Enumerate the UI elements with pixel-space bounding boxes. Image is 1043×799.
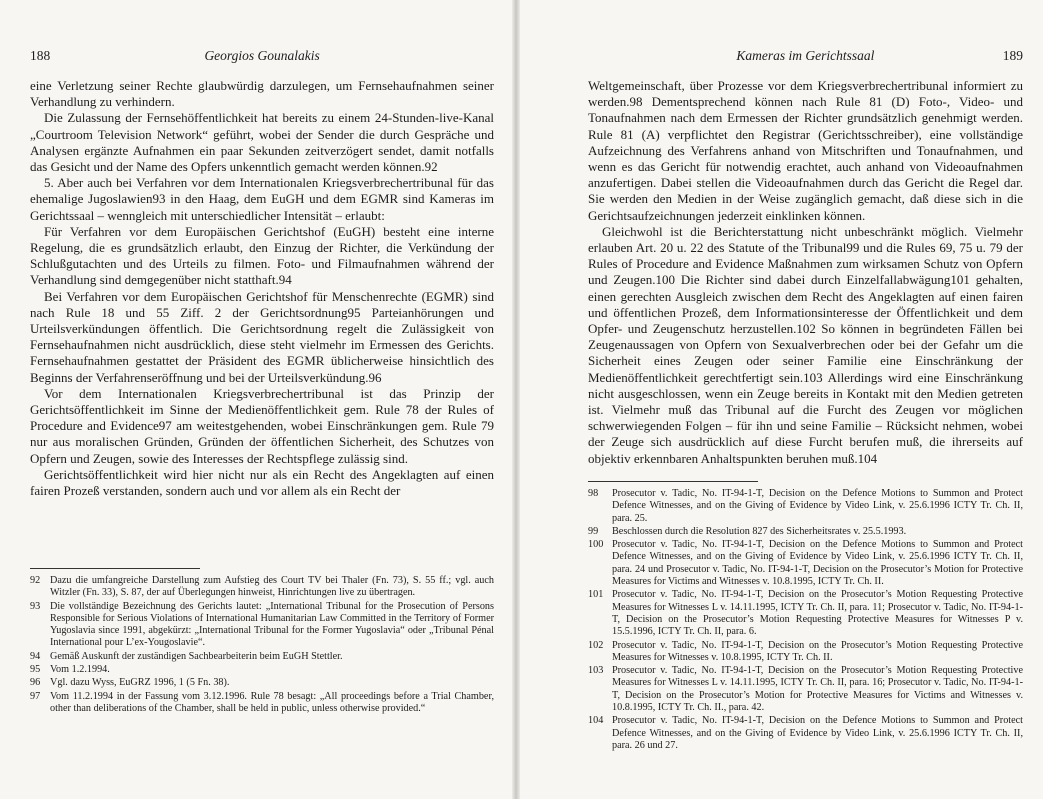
paragraph: 5. Aber auch bei Verfahren vor dem Internationalen Kriegsverbrechertribunal für das ehemalige Jugoslawien93 in den Haag, dem EuGH und dem EGMR sind Kameras im Gerichtssaal – wenngleich mit unterschiedlicher Intensität – erlaubt: — [30, 175, 494, 223]
paragraph: eine Verletzung seiner Rechte glaubwürdig darzulegen, um Fernsehaufnahmen seiner Verhandlung zu verhindern. — [30, 78, 494, 110]
footnote — [30, 575, 494, 600]
paragraph: Gerichtsöffentlichkeit wird hier nicht nur als ein Recht des Angeklagten auf einen fairen Prozeß verstanden, sondern auch und vor allem als ein Recht der — [30, 466, 494, 499]
footnote-text: Gemäß Auskunft der zuständigen Sachbearbeiterin beim EuGH Stettler. — [50, 650, 343, 662]
footnote-text: Beschlossen durch die Resolution 827 des Sicherheitsrates v. 25.5.1993. — [612, 525, 907, 537]
footnote-number: 102 — [588, 639, 604, 651]
paragraph: Für Verfahren vor dem Europäischen Gerichtshof (EuGH) besteht eine interne Regelung, die es grundsätzlich erlaubt, den Einzug der Richter, die Verkündung der Schlußgutachten und des Urteils zu filmen. Foto- und Filmaufnahmen während der Verhandlung sind demgegenüber nicht statthaft.94 — [30, 223, 494, 288]
left-page — [0, 0, 512, 799]
footnote — [588, 640, 1023, 665]
footnote-text: Prosecutor v. Tadic, No. IT-94-1-T, Decision on the Defence Motions to Summon and Protect Defence Witnesses, and on the Giving of Evidence by Video Link, v. 25.6.1996 ICTY Tr. Ch. II, para. 24 und Prosecutor v. Tadic, No. IT-94-1-T, Decision on the Prosecutor’s Motion for Protective Measures for Victims and Witnesses v. 10.8.1995, ICTY Tr. Ch. II. — [612, 539, 1023, 588]
footnote — [30, 601, 494, 650]
paragraph: Die Zulassung der Fernsehöffentlichkeit hat bereits zu einem 24-Stunden-live-Kanal „Courtroom Television Network“ geführt, wobei der Sender die durch Gespräche und Analysen ergänzte Aufnahmen ein paar Sekunden zeitverzögert sendet, damit notfalls das Gesicht und der Name des Opfers unkenntlich gemacht werden können.92 — [30, 110, 494, 175]
footnote — [588, 665, 1023, 714]
footnote-text: Vom 1.2.1994. — [50, 664, 110, 676]
right-footnotes — [588, 481, 1023, 753]
left-body-text — [30, 78, 494, 499]
footnote-text: Prosecutor v. Tadic, No. IT-94-1-T, Decision on the Prosecutor’s Motion Requesting Protective Measures for Witnesses L v. 14.11.1995, ICTY Tr. Ch. II, para. 11; Prosecutor v. Tadic, No. IT-94-1-T, Decision on the Prosecutor’s Motion Requesting Protective Measures for Witnesses P v. 15.5.1996, ICTY Tr. Ch. II, para. 6. — [612, 589, 1023, 638]
book-gutter — [512, 0, 520, 799]
footnote-text: Prosecutor v. Tadic, No. IT-94-1-T, Decision on the Prosecutor’s Motion Requesting Protective Measures for Witnesses v. 10.8.1995, ICTY Tr. Ch. II. — [612, 639, 1023, 663]
footnote — [588, 589, 1023, 638]
footnote-number: 104 — [588, 715, 604, 727]
left-footnotes — [30, 568, 494, 716]
footnote-number: 94 — [30, 650, 41, 662]
footnote-number: 92 — [30, 575, 41, 586]
footnote-number: 101 — [588, 589, 604, 601]
footnote-number: 100 — [588, 539, 604, 551]
paragraph: Gleichwohl ist die Berichterstattung nicht unbeschränkt möglich. Vielmehr erlauben Art. 20 u. 22 des Statute of the Tribunal99 und die Rules 69, 75 u. 79 der Rules of Procedure and Evidence Maßnahmen zum wirksamen Schutz von Opfern und Zeugen.100 Die Richter sind dabei durch Einzelfallabwägung101 gehalten, einen gerechten Ausgleich zwischen dem Recht des Angeklagten auf einen fairen und öffentlichen Prozeß, dem Informationsinteresse der Öffentlichkeit und dem Opfer- und Zeugenschutz herzustellen.102 So können in begründeten Fällen bei Zeugenaussagen von Opfern von Sexualverbrechen oder bei der Gefahr um die Sicherheit eines Zeugen oder seiner Familie eine Einschränkung der Medienöffentlichkeit gerechtfertigt sein.103 Allerdings wird eine Einschränkung nicht ausgeschlossen, wenn ein Zeuge bereits in Kontakt mit den Medien getreten ist. Vielmehr muß das Tribunal auf die Furcht des Zeugen vor möglichen schwerwiegenden Folgen – für ihn und seine Familie – Rücksicht nehmen, wobei der Zeuge sich ausdrücklich auf diese Furcht berufen muß, die ihrerseits auf objektiv erkennbaren Anhaltspunkten beruhen muß.104 — [588, 223, 1023, 466]
footnote-rule — [588, 481, 758, 482]
footnote-text: Die vollständige Bezeichnung des Gerichts lautet: „International Tribunal for the Prosecution of Persons Responsible for Serious Violations of International Humanitarian Law Committed in the Territory of Former Yugoslavia since 1991, abgekürzt: „International Tribunal for the Former Yugoslavia“ oder „Tribunal Pénal International pour L’ex-Yougoslavie“. — [50, 600, 494, 649]
running-head-left — [30, 48, 494, 64]
page-number-left: 188 — [30, 48, 51, 63]
footnote — [30, 664, 494, 676]
footnote-text: Prosecutor v. Tadic, No. IT-94-1-T, Decision on the Defence Motions to Summon and Protect Defence Witnesses, and on the Giving of Evidence by Video Link, v. 25.6.1996 ICTY Tr. Ch. II, para. 26 und 27. — [612, 715, 1023, 751]
footnote-number: 103 — [588, 665, 604, 677]
footnote-rule — [30, 568, 200, 569]
footnote-text: Vgl. dazu Wyss, EuGRZ 1996, 1 (5 Fn. 38). — [50, 677, 230, 689]
footnote — [588, 526, 1023, 538]
footnote-number: 98 — [588, 488, 599, 499]
footnote-number: 96 — [30, 677, 41, 689]
running-head-title: Kameras im Gerichtssaal — [736, 48, 875, 63]
footnote — [588, 539, 1023, 588]
running-head-author: Georgios Gounalakis — [204, 48, 320, 63]
footnote — [588, 488, 1023, 525]
footnote — [30, 691, 494, 716]
footnote-text: Prosecutor v. Tadic, No. IT-94-1-T, Decision on the Prosecutor’s Motion Requesting Protective Measures for Witnesses L v. 14.11.1995, ICTY Tr. Ch. II, para. 16; Prosecutor v. Tadic, No. IT-94-1-T, Decision on the Prosecutor’s Motion for Protective Measures for Victims and Witnesses v. 10.8.1995, ICTY Tr. Ch. II., para. 42. — [612, 665, 1023, 714]
footnote-text: Vom 11.2.1994 in der Fassung vom 3.12.1996. Rule 78 besagt: „All proceedings before a Trial Chamber, other than deliberations of the Chamber, shall be held in public, unless otherwise provided.“ — [50, 690, 494, 714]
page-number-right: 189 — [1002, 48, 1023, 63]
paragraph: Weltgemeinschaft, über Prozesse vor dem Kriegsverbrechertribunal informiert zu werden.98 Dementsprechend können nach Rule 81 (D) Foto-, Video- und Tonaufnahmen nach dem Ermessen der Richter grundsätzlich genehmigt werden. Rule 81 (A) verpflichtet den Registrar (Gerichtsschreiber), eine vollständige Aufzeichnung des Verfahrens anhand von Mitschriften und Tonaufnahmen, und wenn es das Gericht für notwendig erachtet, auch anhand von Videoaufnahmen anzufertigen. Dabei stellen die Videoaufnahmen durch das Gericht die Regel dar. Sie werden den Medien in der Weise zugänglich gemacht, daß diese sich in die Gerichtsaufzeichnungen jederzeit einklinken können. — [588, 78, 1023, 223]
footnote — [588, 715, 1023, 752]
footnote-number: 99 — [588, 525, 599, 537]
paragraph: Bei Verfahren vor dem Europäischen Gerichtshof für Menschenrechte (EGMR) sind nach Rule 18 und 55 Ziff. 2 der Gerichtsordnung95 Parteianhörungen und Urteilsverkündungen öffentlich. Die Gerichtsordnung regelt die Zulässigkeit von Fernsehaufnahmen nicht ausdrücklich, diese steht vielmehr im Ermessen des Gerichts. Fernsehaufnahmen gestattet der Präsident des EGMR üblicherweise hinsichtlich des Beginns der Verfahrenseröffnung und bei der Urteilsverkündung.96 — [30, 288, 494, 385]
footnote — [30, 651, 494, 663]
footnote-number: 93 — [30, 600, 41, 612]
right-page — [520, 0, 1043, 799]
footnote-number: 95 — [30, 664, 41, 676]
footnote-text: Prosecutor v. Tadic, No. IT-94-1-T, Decision on the Defence Motions to Summon and Protect Defence Witnesses, and on the Giving of Evidence by Video Link, v. 25.6.1996 ICTY Tr. Ch. II, para. 25. — [612, 488, 1023, 524]
right-body-text — [588, 78, 1023, 467]
footnote-text: Dazu die umfangreiche Darstellung zum Aufstieg des Court TV bei Thaler (Fn. 73), S. 55 ff.; vgl. auch Witzler (Fn. 33), S. 87, der auf Überlegungen hinweist, Hinrichtungen live zu übertragen. — [50, 575, 494, 599]
footnote-number: 97 — [30, 690, 41, 702]
footnote — [30, 677, 494, 689]
paragraph: Vor dem Internationalen Kriegsverbrechertribunal ist das Prinzip der Gerichtsöffentlichkeit im Sinne der Medienöffentlichkeit gem. Rule 78 der Rules of Procedure and Evidence97 am weitestgehenden, wobei Einschränkungen gem. Rule 79 nur aus moralischen Gründen, Gründen der öffentlichen Sicherheit, des Schutzes von Opfern und Zeugen, sowie des Interesses der Rechtspflege zulässig sind. — [30, 385, 494, 466]
running-head-right — [588, 48, 1023, 64]
